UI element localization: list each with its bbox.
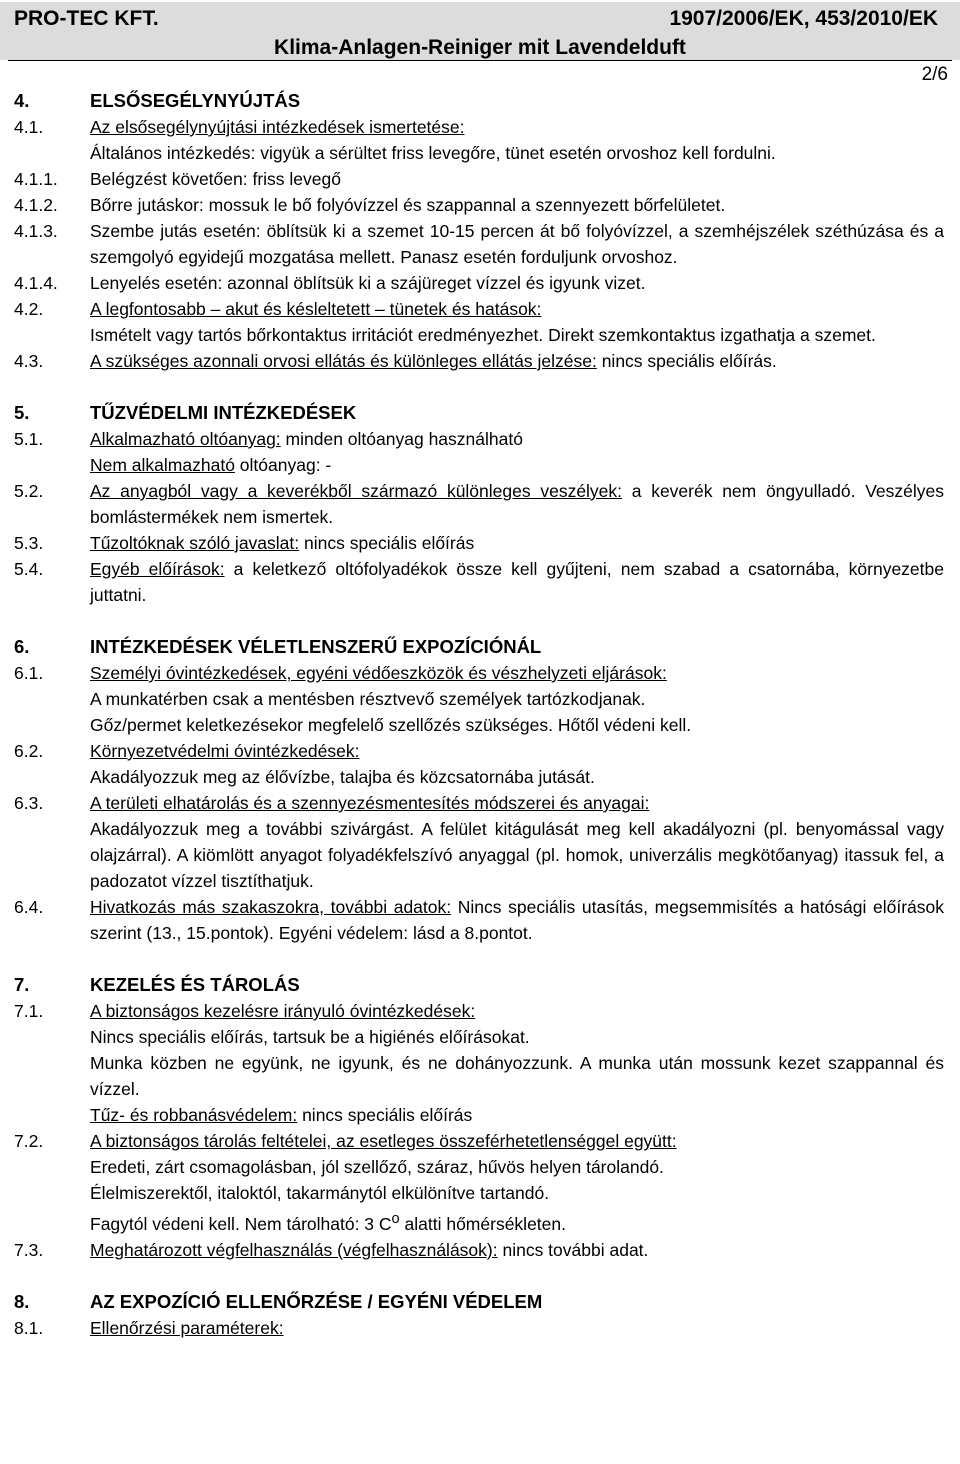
- item-title: Hivatkozás más szakaszokra, további adatok:: [90, 897, 452, 917]
- item-text: nincs speciális előírás: [302, 1105, 473, 1125]
- section-title: KEZELÉS ÉS TÁROLÁS: [90, 974, 300, 995]
- item-4-1-3: [0, 218, 960, 270]
- item-number: 4.1.: [14, 117, 44, 137]
- degree-superscript: o: [391, 1211, 400, 1227]
- item-title: A biztonságos tárolás feltételei, az esetleges összeférhetetlenséggel együtt:: [90, 1131, 677, 1151]
- item-text: Általános intézkedés: vigyük a sérültet friss levegőre, tünet esetén orvoshoz kell fordulni.: [90, 143, 776, 163]
- item-6-4: [0, 894, 960, 946]
- page-header: [0, 0, 960, 92]
- item-text: A munkatérben csak a mentésben résztvevő személyek tartózkodjanak.: [90, 689, 646, 709]
- item-text: oltóanyag: -: [239, 455, 332, 475]
- product-name: Klima-Anlagen-Reiniger mit Lavendelduft: [274, 36, 686, 59]
- item-7-2: [0, 1128, 960, 1237]
- item-8-1: [0, 1315, 960, 1341]
- item-number: 5.1.: [14, 429, 44, 449]
- item-title: A szükséges azonnali orvosi ellátás és különleges ellátás jelzése:: [90, 351, 597, 371]
- item-6-2: [0, 738, 960, 790]
- item-title: Az elsősegélynyújtási intézkedések ismertetése:: [90, 117, 465, 137]
- section-title: TŰZVÉDELMI INTÉZKEDÉSEK: [90, 402, 357, 423]
- item-text: Lenyelés esetén: azonnal öblítsük ki a szájüreget vízzel és igyunk vizet.: [90, 273, 646, 293]
- section-number: 8.: [14, 1290, 30, 1312]
- section-5-heading: [0, 400, 960, 426]
- item-number: 6.4.: [14, 897, 44, 917]
- item-text: nincs további adat.: [502, 1239, 649, 1260]
- item-text: Fagytól védeni kell. Nem tárolható: 3 C: [90, 1213, 392, 1234]
- item-number: 5.2.: [14, 481, 44, 501]
- item-number: 4.2.: [14, 299, 44, 319]
- item-5-4: [0, 556, 960, 608]
- item-text: alatti hőmérsékleten.: [399, 1213, 566, 1234]
- item-4-1-1: [0, 166, 960, 192]
- item-title: A legfontosabb – akut és késleltetett – tünetek és hatások:: [90, 299, 542, 319]
- section-number: 5.: [14, 402, 30, 423]
- item-title: Tűzoltóknak szóló javaslat:: [90, 533, 300, 553]
- item-text: Nincs speciális előírás, tartsuk be a higiénés előírásokat.: [90, 1027, 530, 1047]
- section-number: 7.: [14, 974, 30, 995]
- item-number: 5.3.: [14, 533, 44, 553]
- item-number: 5.4.: [14, 559, 44, 579]
- item-text: Nincs speciális utasítás, megsemmisítés a hatósági előírások szerint (13., 15.pontok). Egyéni védelem: lásd a 8.pontot.: [90, 897, 944, 943]
- item-text: Belégzést követően: friss levegő: [90, 169, 341, 189]
- item-4-1-2: [0, 192, 960, 218]
- item-text: nincs speciális előírás.: [601, 351, 777, 371]
- item-4-1: [0, 114, 960, 166]
- item-number: 6.1.: [14, 663, 44, 683]
- item-5-1: [0, 426, 960, 478]
- item-text: Akadályozzuk meg az élővízbe, talajba és közcsatornába jutását.: [90, 767, 595, 787]
- section-number: 4.: [14, 90, 30, 111]
- item-title: Meghatározott végfelhasználás (végfelhasználások):: [90, 1239, 498, 1260]
- item-text: Ismételt vagy tartós bőrkontaktus irritációt eredményezhet. Direkt szemkontaktus izgathatja a szemet.: [90, 325, 876, 345]
- item-number: 6.2.: [14, 741, 44, 761]
- item-text: nincs speciális előírás: [304, 533, 475, 553]
- item-title: A biztonságos kezelésre irányuló óvintézkedések:: [90, 1001, 476, 1021]
- item-text: Gőz/permet keletkezésekor megfelelő szellőzés szükséges. Hőtől védeni kell.: [90, 715, 692, 735]
- item-5-2: [0, 478, 960, 530]
- item-title: Nem alkalmazható: [90, 455, 235, 475]
- item-4-3: [0, 348, 960, 374]
- item-text: Munka közben ne együnk, ne igyunk, és ne dohányozzunk. A munka után mossunk kezet szappannal és vízzel.: [90, 1053, 944, 1099]
- item-6-1: [0, 660, 960, 738]
- item-4-1-4: [0, 270, 960, 296]
- item-title: Egyéb előírások:: [90, 559, 225, 579]
- item-7-3: [0, 1237, 960, 1263]
- page-number: 2/6: [921, 64, 948, 85]
- item-number: 4.1.1.: [14, 169, 58, 189]
- section-7-heading: [0, 972, 960, 998]
- item-title: A területi elhatárolás és a szennyezésmentesítés módszerei és anyagai:: [90, 793, 650, 813]
- company-name: PRO-TEC KFT.: [14, 7, 159, 30]
- item-number: 4.3.: [14, 351, 44, 371]
- item-text: a keletkező oltófolyadékok össze kell gyűjteni, nem szabad a csatornába, környezetbe juttatni.: [90, 559, 944, 605]
- item-number: 8.1.: [14, 1317, 44, 1338]
- section-6-heading: [0, 634, 960, 660]
- item-6-3: [0, 790, 960, 894]
- item-number: 6.3.: [14, 793, 44, 813]
- item-number: 4.1.2.: [14, 195, 58, 215]
- item-text: Eredeti, zárt csomagolásban, jól szellőző, száraz, hűvös helyen tárolandó.: [90, 1157, 664, 1177]
- section-4-heading: [0, 88, 960, 114]
- item-title: Személyi óvintézkedések, egyéni védőeszközök és vészhelyzeti eljárások:: [90, 663, 667, 683]
- item-text: Akadályozzuk meg a további szivárgást. A felület kitágulását meg kell akadályozni (pl. benyomással vagy olajzárral). A kiömlött anyagot folyadékfelszívó anyaggal (pl. homok, univerzális megkötőanyag) itassuk fel, a padozatot vízzel tisztíthatjuk.: [90, 819, 944, 891]
- item-number: 4.1.3.: [14, 221, 58, 241]
- item-title: Ellenőrzési paraméterek:: [90, 1317, 284, 1338]
- item-text: a keverék nem öngyulladó. Veszélyes bomlástermékek nem ismertek.: [90, 481, 944, 527]
- regulation-ref: 1907/2006/EK, 453/2010/EK: [669, 7, 938, 30]
- item-4-2: [0, 296, 960, 348]
- item-5-3: [0, 530, 960, 556]
- item-text: Élelmiszerektől, italoktól, takarmánytól elkülönítve tartandó.: [90, 1183, 550, 1203]
- item-text: minden oltóanyag használható: [285, 429, 523, 449]
- document-body: [0, 88, 960, 1341]
- item-title: Alkalmazható oltóanyag:: [90, 429, 281, 449]
- item-text: Szembe jutás esetén: öblítsük ki a szemet 10-15 percen át bő folyóvízzel, a szemhéjszélek széthúzása és a szemgolyó egyidejű mozgatása mellett. Panasz esetén forduljunk orvoshoz.: [90, 221, 944, 267]
- item-number: 7.2.: [14, 1131, 44, 1151]
- section-title: ELSŐSEGÉLYNYÚJTÁS: [90, 90, 301, 111]
- item-number: 4.1.4.: [14, 273, 58, 293]
- item-number: 7.1.: [14, 1001, 44, 1021]
- section-number: 6.: [14, 636, 30, 657]
- item-title: Környezetvédelmi óvintézkedések:: [90, 741, 360, 761]
- section-title: INTÉZKEDÉSEK VÉLETLENSZERŰ EXPOZÍCIÓNÁL: [90, 636, 542, 657]
- section-8-heading: [0, 1289, 960, 1315]
- item-title: Tűz- és robbanásvédelem:: [90, 1105, 298, 1125]
- item-7-1: [0, 998, 960, 1128]
- header-divider: [8, 60, 952, 61]
- item-number: 7.3.: [14, 1239, 44, 1260]
- section-title: AZ EXPOZÍCIÓ ELLENŐRZÉSE / EGYÉNI VÉDELEM: [90, 1290, 543, 1312]
- item-text: Bőrre jutáskor: mossuk le bő folyóvízzel és szappannal a szennyezett bőrfelületet.: [90, 195, 726, 215]
- item-title: Az anyagból vagy a keverékből származó különleges veszélyek:: [90, 481, 623, 501]
